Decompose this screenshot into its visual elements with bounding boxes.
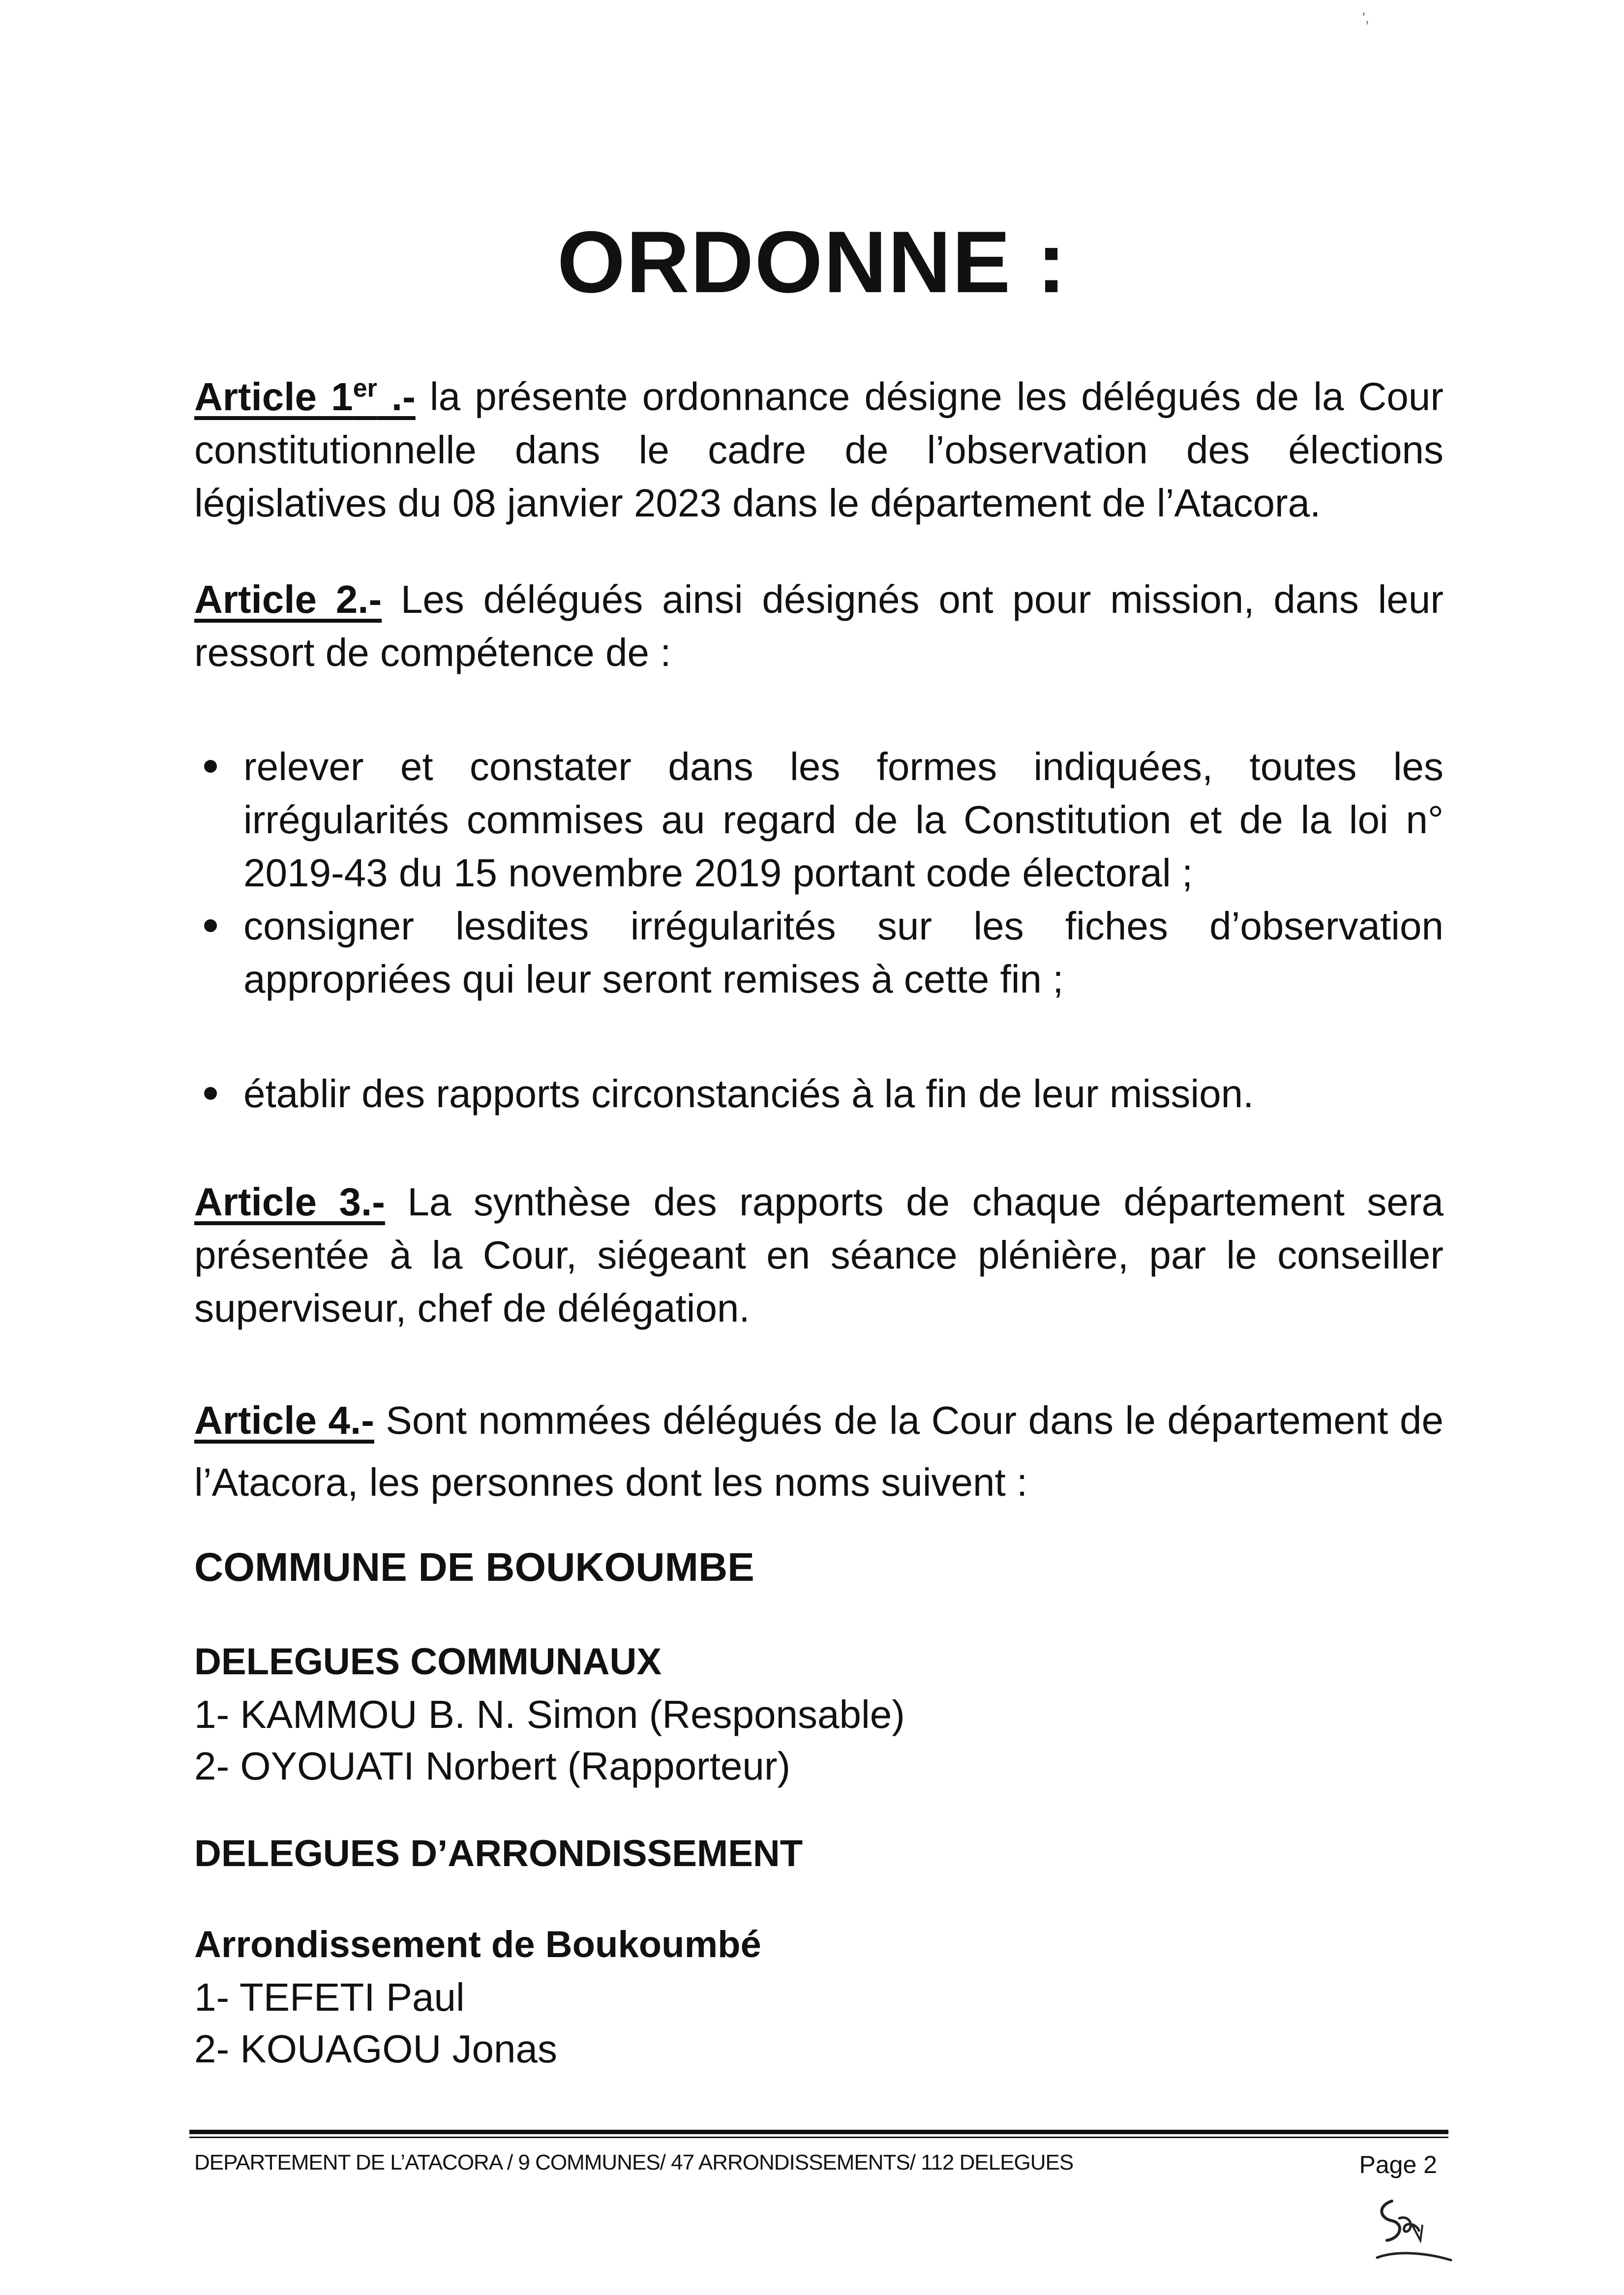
article-1 [194,362,1444,530]
footer-rule [189,2130,1448,2134]
article-4-text: Sont nommées délégués de la Cour dans le département de l’Atacora, les personnes dont les noms suivent : [194,1398,1444,1504]
communal-delegate: 1- KAMMOU B. N. Simon (Responsable) [194,1692,905,1736]
arrondissement-delegate: 1- TEFETI Paul [194,1975,465,2019]
article-3 [194,1176,1444,1335]
communal-delegates-heading: DELEGUES COMMUNAUX [194,1641,662,1683]
article-2-label: Article 2.- [194,577,382,621]
article-4 [194,1389,1444,1513]
mission-item: relever et constater dans les formes indiquées, toutes les irrégularités commises au regard de la Constitution et de la loi n° 2019-43 du 15 novembre 2019 portant code électoral ; [194,740,1444,900]
article-2-text: Les délégués ainsi désignés ont pour mission, dans leur ressort de compétence de : [194,577,1444,674]
page-title: ORDONNE : [557,213,1067,311]
arrondissement-name: Arrondissement de Boukoumbé [194,1924,761,1965]
mission-list [194,740,1444,1006]
mission-item: établir des rapports circonstanciés à la fin de leur mission. [194,1067,1444,1120]
footer-rule-thin [189,2137,1448,2138]
article-3-text: La synthèse des rapports de chaque département sera présentée à la Cour, siégeant en séance plénière, par le conseiller superviseur, chef de délégation. [194,1180,1444,1330]
arrondissement-delegates-heading: DELEGUES D’ARRONDISSEMENT [194,1833,803,1874]
page-corner-mark: ', [1362,10,1370,26]
article-1-label: Article 1er .- [194,374,416,419]
article-2 [194,573,1444,679]
communal-delegate: 2- OYOUATI Norbert (Rapporteur) [194,1744,791,1788]
mission-item: consigner lesdites irrégularités sur les fiches d’observation appropriées qui leur seront remises à cette fin ; [194,900,1444,1006]
arrondissement-delegate: 2- KOUAGOU Jonas [194,2027,558,2071]
mission-list-continued [194,1067,1444,1120]
footer-text: DEPARTEMENT DE L’ATACORA / 9 COMMUNES/ 47 ARRONDISSEMENTS/ 112 DELEGUES [194,2150,1074,2174]
article-1-text: la présente ordonnance désigne les délégués de la Cour constitutionnelle dans le cadre de l’observation des élections législatives du 08 janvier 2023 dans le département de l’Atacora. [194,374,1444,525]
page-number: Page 2 [1359,2151,1437,2178]
signature-initials [1357,2191,1456,2280]
commune-heading: COMMUNE DE BOUKOUMBE [194,1545,754,1590]
article-4-label: Article 4.- [194,1398,374,1442]
article-3-label: Article 3.- [194,1180,385,1224]
